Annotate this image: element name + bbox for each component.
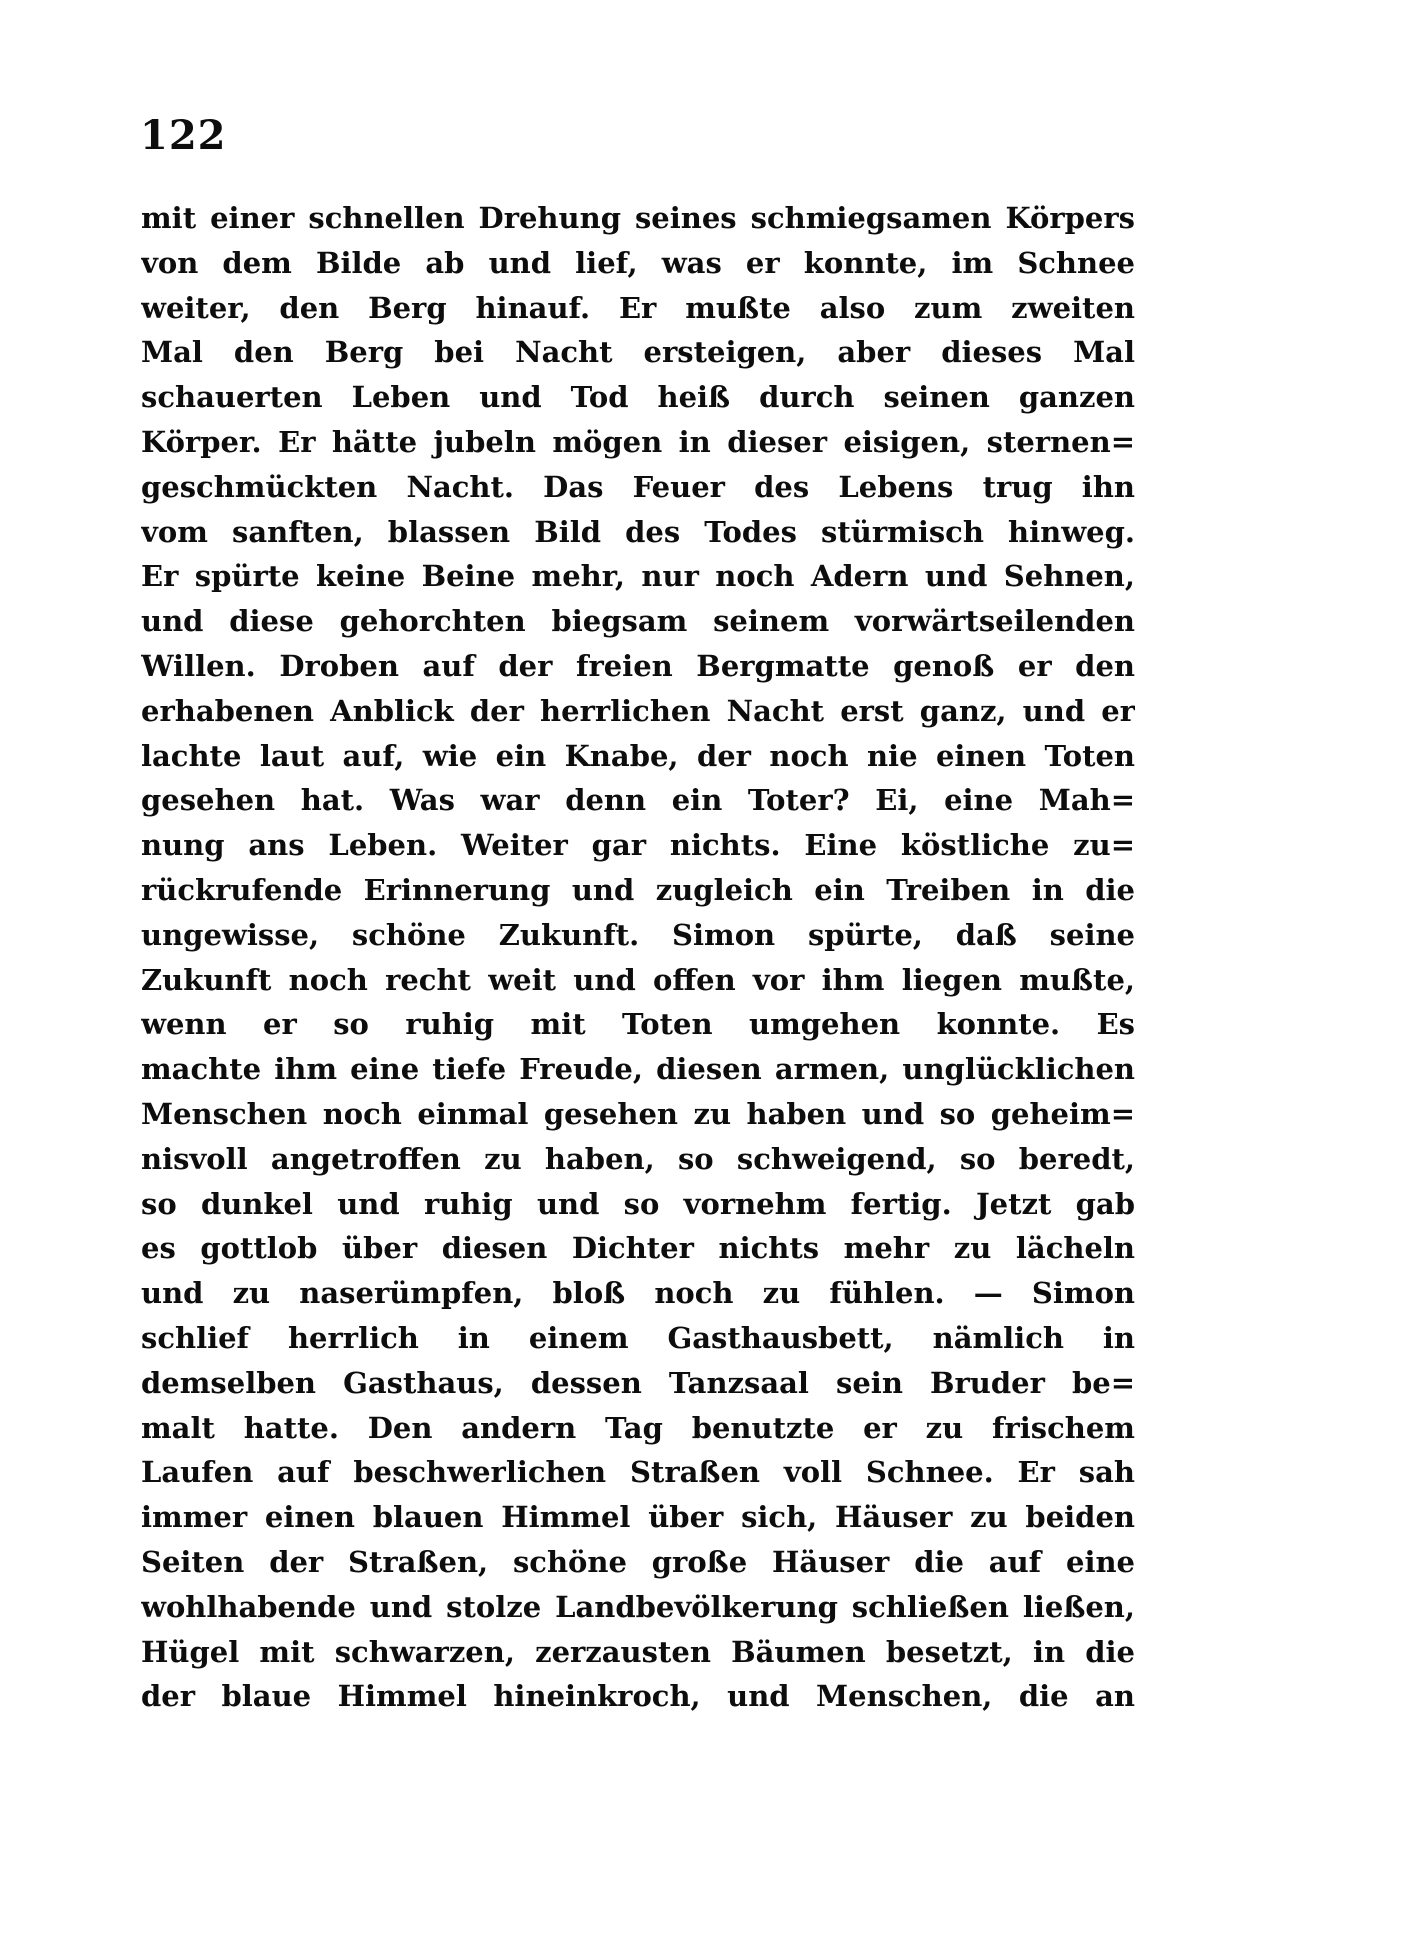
text-line: es gottlob über diesen Dichter nichts mehr zu lächeln [141, 1231, 1135, 1266]
text-line: weiter, den Berg hinauf. Er mußte also zum zweiten [141, 290, 1135, 325]
text-line: nisvoll angetroffen zu haben, so schweigend, so beredt, [141, 1141, 1135, 1176]
text-line: schlief herrlich in einem Gasthausbett, nämlich in [141, 1320, 1135, 1355]
text-line: geschmückten Nacht. Das Feuer des Lebens trug ihn [141, 469, 1135, 504]
text-line: Körper. Er hätte jubeln mögen in dieser eisigen, sternen= [141, 424, 1135, 459]
text-line: demselben Gasthaus, dessen Tanzsaal sein Bruder be= [141, 1365, 1135, 1400]
text-line: mit einer schnellen Drehung seines schmiegsamen Körpers [141, 201, 1135, 235]
text-line: Seiten der Straßen, schöne große Häuser die auf eine [141, 1544, 1135, 1579]
text-line: lachte laut auf, wie ein Knabe, der noch nie einen Toten [141, 738, 1135, 773]
text-line: der blaue Himmel hineinkroch, und Menschen, die an [141, 1679, 1135, 1714]
text-line: Zukunft noch recht weit und offen vor ihm liegen mußte, [141, 962, 1135, 997]
text-line: und diese gehorchten biegsam seinem vorwärtseilenden [141, 604, 1135, 639]
text-line: erhabenen Anblick der herrlichen Nacht erst ganz, und er [141, 693, 1135, 728]
text-line: rückrufende Erinnerung und zugleich ein Treiben in die [141, 872, 1135, 907]
text-line: Er spürte keine Beine mehr, nur noch Adern und Sehnen, [141, 559, 1135, 594]
text-line: Menschen noch einmal gesehen zu haben und so geheim= [141, 1096, 1135, 1131]
text-line: so dunkel und ruhig und so vornehm fertig. Jetzt gab [141, 1186, 1135, 1221]
text-line: nung ans Leben. Weiter gar nichts. Eine köstliche zu= [141, 828, 1135, 863]
text-line: malt hatte. Den andern Tag benutzte er zu frischem [141, 1410, 1135, 1445]
page-number: 122 [140, 112, 227, 159]
text-block [141, 196, 1135, 1719]
text-line: immer einen blauen Himmel über sich, Häuser zu beiden [141, 1500, 1135, 1535]
text-line: Laufen auf beschwerlichen Straßen voll Schnee. Er sah [141, 1455, 1135, 1490]
text-line: gesehen hat. Was war denn ein Toter? Ei, eine Mah= [141, 783, 1135, 818]
text-line: ungewisse, schöne Zukunft. Simon spürte, daß seine [141, 917, 1135, 952]
text-line: wohlhabende und stolze Landbevölkerung schließen ließen, [141, 1589, 1135, 1624]
text-line: machte ihm eine tiefe Freude, diesen armen, unglücklichen [141, 1052, 1135, 1087]
text-line: schauerten Leben und Tod heiß durch seinen ganzen [141, 380, 1135, 415]
text-line: vom sanften, blassen Bild des Todes stürmisch hinweg. [141, 514, 1135, 549]
text-line: Mal den Berg bei Nacht ersteigen, aber dieses Mal [141, 335, 1135, 370]
text-line: Hügel mit schwarzen, zerzausten Bäumen besetzt, in die [141, 1634, 1135, 1669]
text-line: wenn er so ruhig mit Toten umgehen konnte. Es [141, 1007, 1135, 1042]
text-line: von dem Bilde ab und lief, was er konnte, im Schnee [141, 245, 1135, 280]
text-line: Willen. Droben auf der freien Bergmatte genoß er den [141, 648, 1135, 683]
text-line: und zu naserümpfen, bloß noch zu fühlen. — Simon [141, 1276, 1135, 1311]
